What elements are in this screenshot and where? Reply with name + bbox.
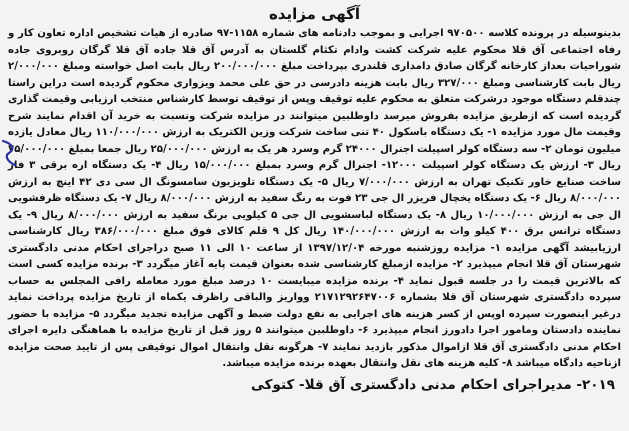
notice-paragraph: بدینوسیله در پرونده کلاسه ۹۷۰۵۰۰ اجرایی و بموجب دادنامه های شماره ۱۱۵۸-۹۷ صادره از هیات تشخیص اداره تعاون کار و رفاه اجتماعی آق قلا محکوم علیه شرکت کشت وادام تکثام گلستان به آدرس آق قلا جاده آق قلا گرگان روبروی جاده شوراحیات بعداز کارخانه گرگان صادق دامداری قلندری بپرداخت مبلغ ۲۰۰/۰۰۰/۰۰۰ ریال بابت اصل خواسته ومبلغ ۲/۰۰۰/۰۰۰ ریال بابت کارشناسی ومبلغ ۳۲۷/۰۰۰ ریال بابت هزینه دادرسی در حق علی محمد ویزواری محکوم گردیده است دراین راستا چندقلم دستگاه موجود درشرکت متعلق به محکوم علیه توقیف وپس از توقیف توسط کارشناس منتخب ارزیابی وقیمت گذاری گردیده است که ازطریق مزایده بفروش میرسد داوطلبین میتوانند در مزایده شرکت ونسبت به خرید آن اقدام نمایند شرح وقیمت مال مورد مزایده ۱- یک دستگاه باسکول ۴۰ تنی ساخت شرکت وزین الکتریک به ارزش ۱۱۰/۰۰۰/۰۰۰ ریال معادل یازده میلیون تومان ۲- سه دستگاه کولر اسپیلت اجنرال ۲۴۰۰۰ گرم وسرد هر یک به ارزش ۲۵/۰۰۰/۰۰۰ ریال جمعا بمبلغ ۷۵/۰۰۰/۰۰۰ ریال ۳- ارزش یک دستگاه کولر اسپیلت ۱۲۰۰۰- اجنرال گرم وسرد بمبلغ ۱۵/۰۰۰/۰۰۰ ریال ۴- یک دستگاه اره برقی ۳ فاز ساخت صنایع خاور تکنیک تهران به ارزش ۷/۰۰۰/۰۰۰ ریال ۵- یک دستگاه تلویزیون سامسونگ ال سی دی ۴۲ اینچ به ارزش ۸/۰۰۰/۰۰۰ ریال ۶- یک دستگاه یخچال فریزر ال جی ۲۳ فوت به رنگ سفید به ارزش ۸/۰۰۰/۰۰۰ ریال ۷- یک دستگاه ظرفشویی ال جی به ارزش ۱۰/۰۰۰/۰۰۰ ریال ۸- یک دستگاه لباسشویی ال جی ۵ کیلویی برنگ سفید به ارزش ۸/۰۰۰/۰۰۰ ریال ۹- یک دستگاه ترانس برق ۴۰۰ کیلو وات به ارزش ۱۴۰/۰۰۰/۰۰۰ ریال کل ۹ قلم کالای فوق مبلغ ۳۸۶/۰۰۰/۰۰۰ ریال کارشناسی ارزیابیشد آگهی مزایده ۱- مزایده روزشنبه مورخه ۱۳۹۷/۱۲/۰۴ از ساعت ۱۰ الی ۱۱ صبح دراجرای احکام مدنی دادگستری شهرستان آق قلا انجام میپذیرد ۲- مزایده ازمبلغ کارشناسی شده بعنوان قیمت پایه آغاز میگردد ۳- برنده مزایده کسی است که بالاترین قیمت را در جلسه قبول نماید ۴- برنده مزایده میبایست ۱۰ درصد مبلغ مورد معامله رافی المجلس به حساب سپرده دادگستری شهرستان آق قلا بشماره ۲۱۷۱۲۹۲۶۴۷۰۰۶ وواریز والباقی راظرف یکماه از تاریخ مزایده پرداخت نماید درغیر اینصورت سپرده اوپس از کسر هزینه های اجرایی به نفع دولت ضبط و آگهی مزایده تجدید میگردد ۵- مزایده با حضور نماینده دادستان ومامور اجرا دادورز انجام میپذیرد ۶- داوطلبین میتوانند ۵ روز قبل از تاریخ مزایده با هماهنگی دایره اجرای احکام مدنی دادگستری آق قلا ازاموال مذکور بازدید نمایند ۷- هرگونه نقل وانتقال اموال توقیفی پس از تایید صحت مزایده ازناحیه دادگاه میباشد ۸- کلیه هزینه های نقل وانتقال بعهده برنده مزایده میباشد. [8, 28, 622, 369]
notice-footer: ۲۰۱۹- مدیراجرای احکام مدنی دادگستری آق قلا- کتوکی [251, 376, 615, 393]
notice-title: آگهی مزایده [268, 5, 361, 23]
notice-body [8, 26, 621, 373]
pen-mark-icon [0, 135, 20, 171]
